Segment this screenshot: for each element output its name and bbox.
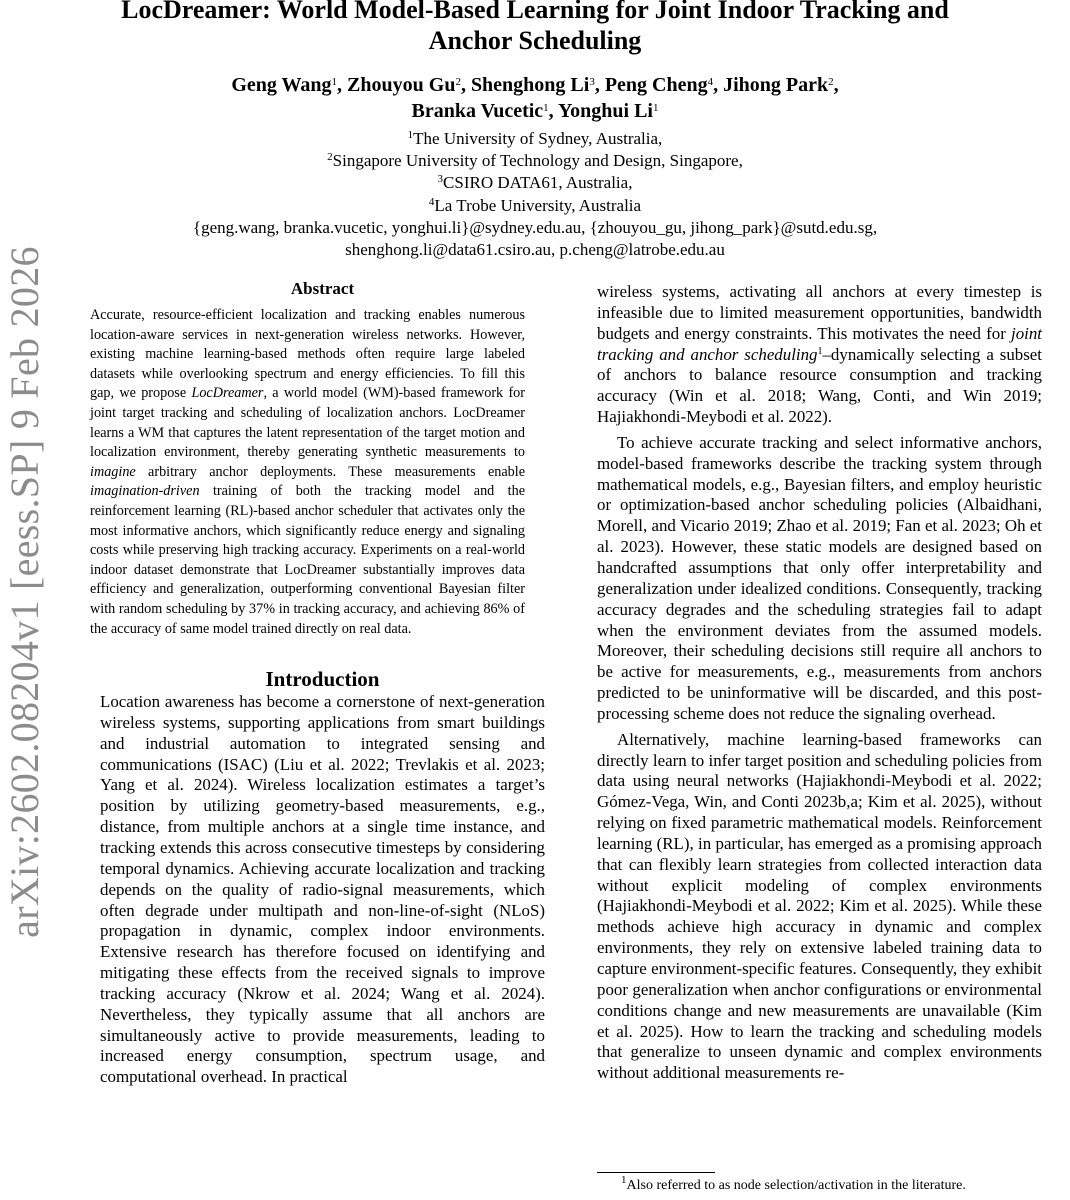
intro-emphasis: joint tracking and anchor scheduling (597, 323, 1042, 364)
abstract-emphasis: LocDreamer (191, 385, 264, 402)
author-separator: , (337, 74, 348, 96)
footnote-text: Also referred to as node selection/activation in the literature. (626, 1178, 966, 1193)
footnote (597, 1176, 1067, 1196)
affiliation-mark: 4 (428, 195, 435, 208)
author-affil-mark: 4 (707, 76, 714, 88)
abstract-emphasis: imagine (90, 463, 136, 480)
intro-text-part: wireless systems, activating all anchors at every timestep is infeasible due to limited measurement opportunities, bandwidth budgets and energy constraints. This motivates the need for (597, 282, 1042, 343)
author-name: Yonghui Li (557, 100, 653, 122)
email-line: {geng.wang, branka.vucetic, yonghui.li}@sydney.edu.au, {zhouyou_gu, jihong_park}@sutd.edu.sg, (192, 217, 878, 237)
affiliation-line (80, 128, 990, 150)
author-separator: , (594, 74, 605, 96)
abstract-text-part: , a world model (WM)-based framework for joint target tracking and scheduling of localization anchors. LocDreamer learns a WM that captures the latent representation of the target motion and localization environment, thereby generating synthetic measurements to (90, 385, 526, 461)
author-name: Geng Wang (231, 74, 332, 96)
author-affil-mark: 1 (331, 76, 338, 88)
author-separator: , (460, 74, 471, 96)
author-name: Zhouyou Gu (347, 74, 456, 96)
affiliation-mark: 3 (437, 173, 444, 186)
footnote-rule (597, 1172, 715, 1173)
intro-paragraph: Location awareness has become a cornerstone of next-generation wireless systems, supporting applications from smart buildings and industrial automation to integrated sensing and communications (ISAC) (Liu et al. 2022; Trevlakis et al. 2023; Yang et al. 2024). Wireless localization estimates a target’s position by utilizing geometry-based measurements, e.g., distance, from multiple anchors at a single time instance, and tracking extends this across consecutive timesteps by considering temporal dynamics. Achieving accurate localization and tracking depends on the quality of radio-signal measurements, which often degrade under multipath and non-line-of-sight (NLoS) propagation in dynamic, complex indoor environments. Extensive research has therefore focused on identifying and mitigating these effects from the received signals to improve tracking accuracy (Nkrow et al. 2024; Wang et al. 2024). Nevertheless, they typically assume that all anchors are simultaneously active to provide measurements, leading to increased energy consumption, spectrum usage, and computational overhead. In practical (100, 692, 545, 1087)
author-name: Branka Vucetic (411, 100, 544, 122)
author-separator: , (713, 74, 724, 96)
author-list (80, 72, 990, 124)
affiliation-block (80, 128, 990, 261)
abstract-emphasis: imagination-driven (90, 483, 200, 500)
abstract-text-part: arbitrary anchor deployments. These measurements enable (135, 463, 525, 480)
affiliation-line (80, 150, 990, 172)
intro-paragraph: To achieve accurate tracking and select informative anchors, model-based frameworks describe the tracking system through mathematical models, e.g., Bayesian filters, and employ heuristic or optimization-based anchor scheduling policies (Albaidhani, Morell, and Vicario 2019; Zhao et al. 2019; Fan et al. 2023; Oh et al. 2023). However, these static models are designed based on handcrafted assumptions that only offer interpretability and generalization under idealized conditions. Consequently, tracking accuracy degrades and the scheduling strategies fail to adapt when the environment deviates from the assumed models. Moreover, their scheduling decisions still require all anchors to be active for measurements, e.g., measurements from anchors predicted to be uninformative will be discarded, and this post-processing scheme does not reduce the signaling overhead. (597, 432, 1042, 723)
intro-paragraph: Alternatively, machine learning-based frameworks can directly learn to infer target position and scheduling policies from data using neural networks (Hajiakhondi-Meybodi et al. 2022; Gómez-Vega, Win, and Conti 2023b,a; Kim et al. 2025), without relying on fixed parametric mathematical models. Reinforcement learning (RL), in particular, has emerged as a promising approach that can flexibly learn strategies from collected interaction data without explicit modeling of complex environments (Hajiakhondi-Meybodi et al. 2022; Kim et al. 2025). While these methods achieve high accuracy in dynamic and complex environments, they rely on extensive labeled training data to capture environment-specific features. Consequently, they exhibit poor generalization when anchor configurations or environmental conditions change and new measurements are unavailable (Kim et al. 2025). How to learn the tracking and scheduling models that generalize to unseen dynamic and complex environments without additional measurements re- (597, 729, 1042, 1083)
abstract-text-part: Accurate, resource-efficient localization and tracking enables numerous location-aware services in next-generation wireless networks. However, existing machine learning-based methods often require large labeled datasets while overlooking spectrum and energy efficiencies. To fill this gap, we propose (90, 307, 525, 402)
author-affil-mark: 1 (543, 102, 549, 114)
author-separator: , (548, 100, 558, 122)
author-name: Peng Cheng (604, 74, 708, 96)
author-separator: , (833, 74, 839, 96)
affiliation-mark: 1 (407, 129, 414, 141)
author-affil-mark: 3 (589, 76, 595, 88)
affiliation-line (80, 172, 990, 194)
footnote-mark: 1 (621, 1174, 627, 1186)
abstract-heading: Abstract (290, 279, 355, 298)
introduction-heading: Introduction (265, 667, 380, 692)
abstract-text (90, 306, 525, 639)
author-affil-mark: 2 (828, 76, 834, 88)
affiliation-text: Singapore University of Technology and Design, Singapore, (332, 151, 743, 171)
paper-title: LocDreamer: World Model-Based Learning for Joint Indoor Tracking and Anchor Scheduling (121, 0, 949, 55)
affiliation-text: La Trobe University, Australia (434, 195, 642, 215)
abstract-text-part: training of both the tracking model and the reinforcement learning (RL)-based anchor scheduler that activates only the most informative anchors, which significantly reduce energy and signaling costs while preserving high tracking accuracy. Experiments on a real-world indoor dataset demonstrate that LocDreamer substantially improves data efficiency and generalization, outperforming conventional Bayesian filter with random scheduling by 37% in tracking accuracy, and achieving 86% of the accuracy of same model trained directly on real data. (90, 483, 525, 637)
author-affil-mark: 2 (455, 76, 461, 88)
intro-text-part: –dynamically selecting a subset of anchors to balance resource consumption and tracking accuracy (Win et al. 2018; Wang, Conti, and Win 2019; Hajiakhondi-Meybodi et al. 2022). (597, 344, 1042, 427)
right-column (597, 282, 1042, 1084)
affiliation-mark: 2 (327, 151, 333, 164)
author-affil-mark: 1 (653, 102, 659, 114)
arxiv-side-stamp: arXiv:2602.08204v1 [eess.SP] 9 Feb 2026 (2, 246, 47, 938)
footnote-marker: 1 (817, 345, 823, 357)
author-name: Jihong Park (723, 74, 829, 96)
affiliation-line (80, 195, 990, 217)
affiliation-text: The University of Sydney, Australia, (413, 129, 663, 148)
affiliation-text: CSIRO DATA61, Australia, (443, 173, 633, 193)
author-name: Shenghong Li (470, 74, 590, 96)
intro-paragraph (597, 282, 1042, 428)
email-line: shenghong.li@data61.csiro.au, p.cheng@latrobe.edu.au (345, 240, 725, 260)
left-column (90, 278, 545, 1088)
